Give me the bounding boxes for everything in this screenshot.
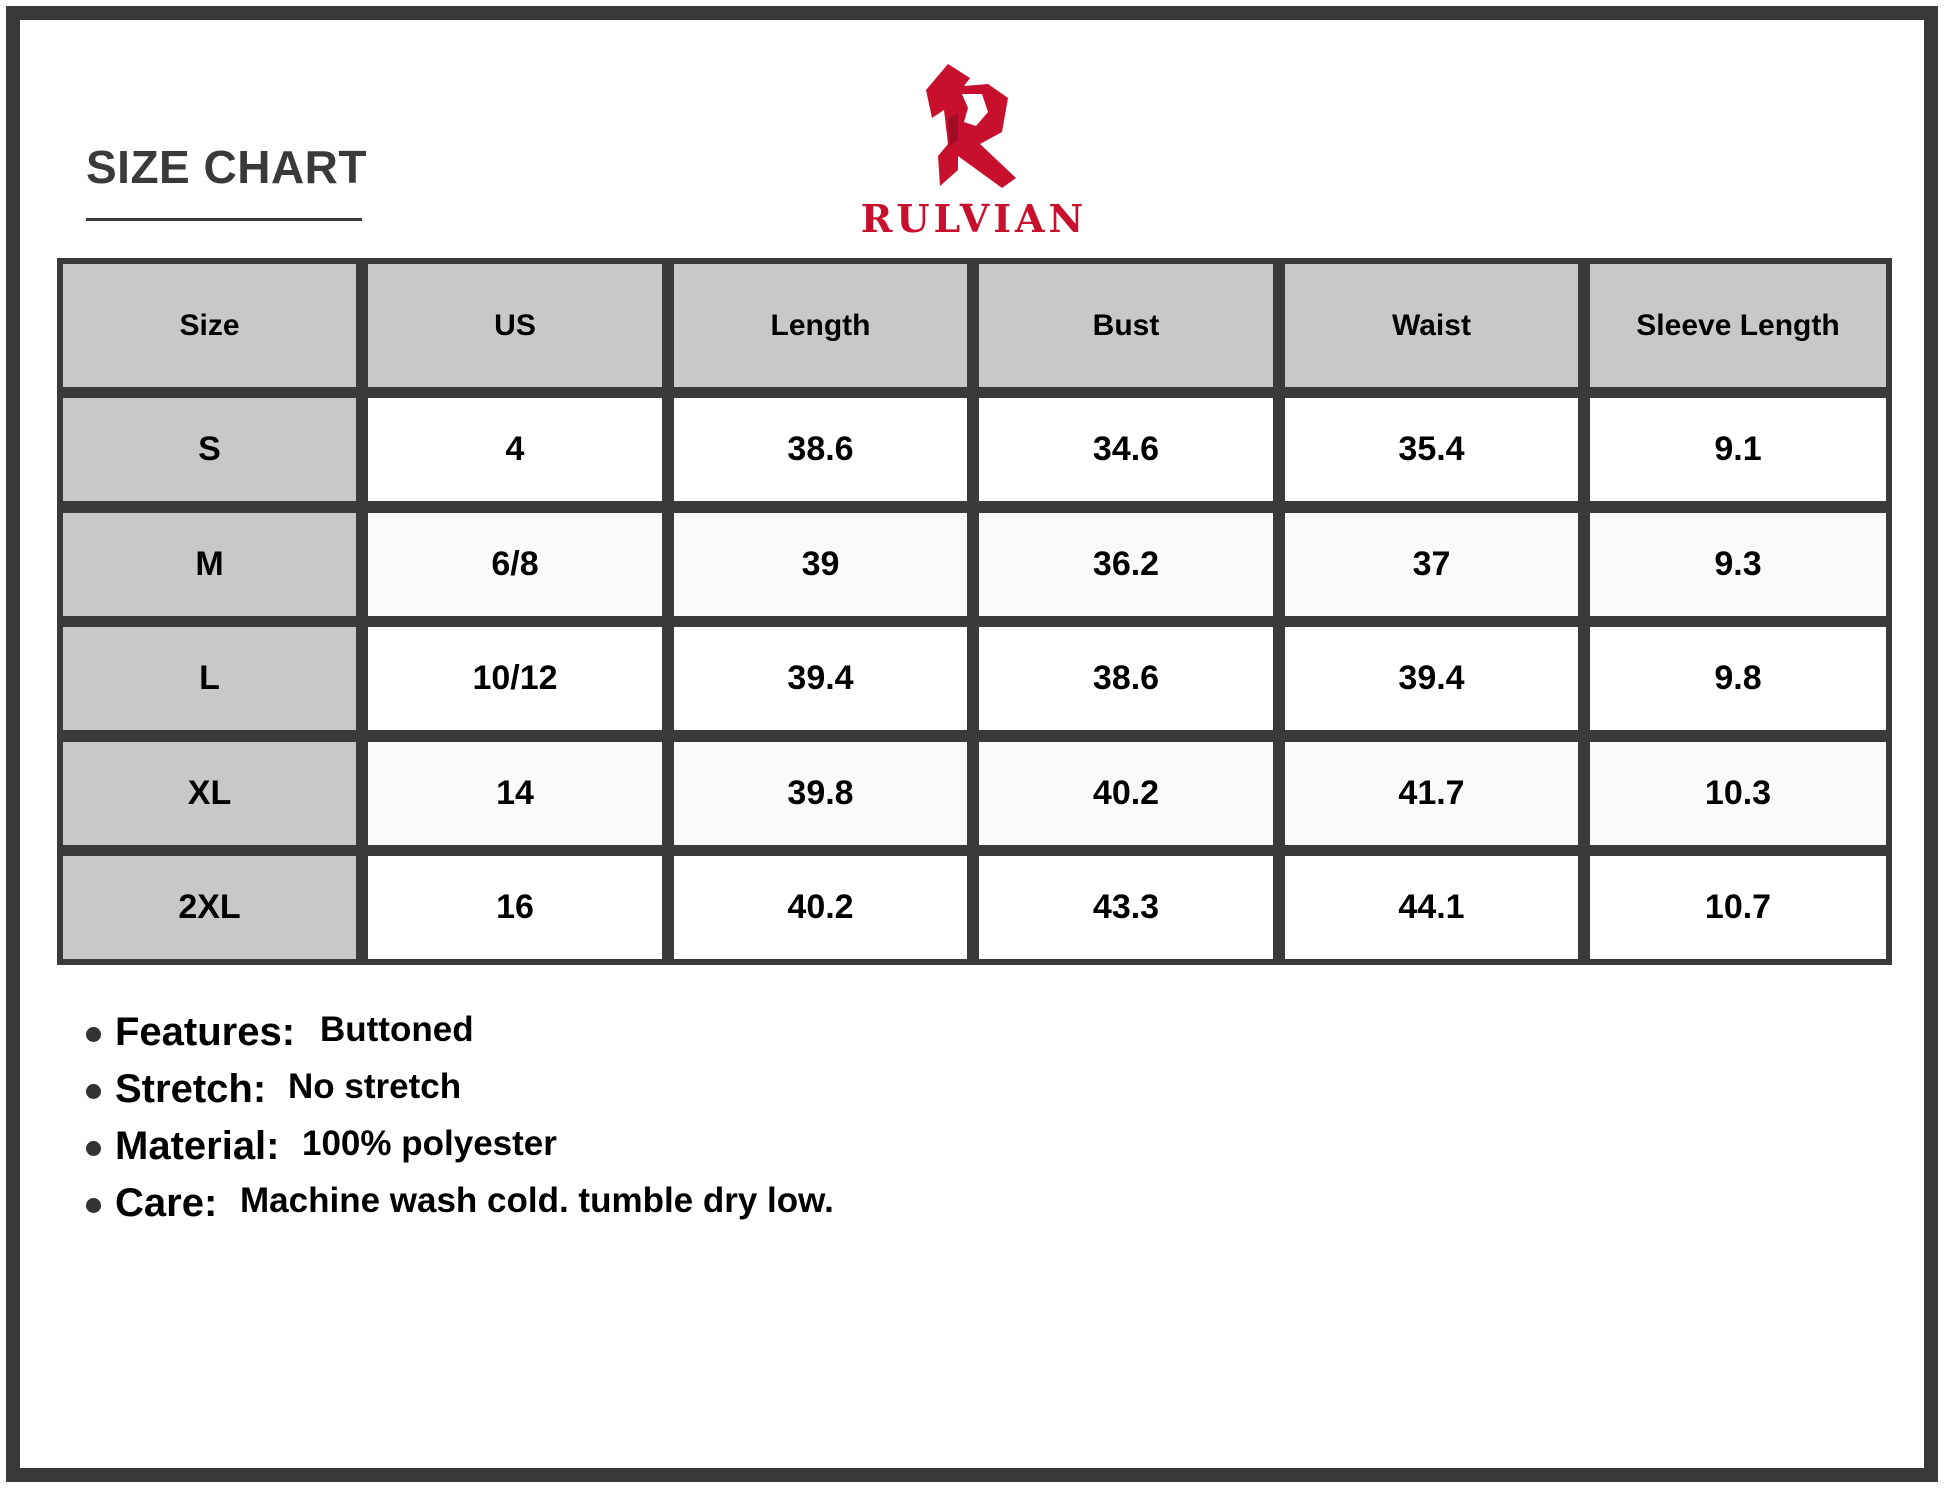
detail-value: 100% polyester [302,1124,557,1163]
measurement-cell-sleeve-length: 10.7 [1590,856,1886,959]
measurement-cell-sleeve-length: 9.8 [1590,627,1886,730]
header-us: US [368,264,662,387]
bullet-icon [86,1027,101,1042]
brand-name: RULVIAN [860,196,1088,241]
header-waist: Waist [1285,264,1578,387]
size-label-cell: S [63,398,356,501]
size-label-cell: XL [63,742,356,845]
detail-label: Stretch: [115,1067,267,1111]
header-bust: Bust [979,264,1273,387]
measurement-cell-sleeve-length: 9.1 [1590,398,1886,501]
header-length: Length [674,264,967,387]
detail-label: Features: [115,1010,296,1054]
measurement-cell-waist: 41.7 [1285,742,1578,845]
measurement-cell-bust: 38.6 [979,627,1273,730]
measurement-cell-waist: 39.4 [1285,627,1578,730]
rulvian-r-logo-icon [918,60,1034,190]
detail-label: Material: [115,1124,280,1168]
detail-value: No stretch [288,1067,462,1106]
measurement-cell-bust: 36.2 [979,513,1273,616]
brand-logo [858,60,1090,241]
bullet-icon [86,1198,101,1213]
detail-label: Care: [115,1181,218,1225]
measurement-cell-waist: 37 [1285,513,1578,616]
measurement-cell-sleeve-length: 9.3 [1590,513,1886,616]
measurement-cell-waist: 44.1 [1285,856,1578,959]
size-label-cell: 2XL [63,856,356,959]
measurement-cell-bust: 40.2 [979,742,1273,845]
measurement-cell-sleeve-length: 10.3 [1590,742,1886,845]
measurement-cell-length: 38.6 [674,398,967,501]
bullet-icon [86,1084,101,1099]
measurement-cell-length: 40.2 [674,856,967,959]
measurement-cell-length: 39.4 [674,627,967,730]
measurement-cell-us: 4 [368,398,662,501]
size-table [57,258,1892,965]
bullet-icon [86,1141,101,1156]
header-sleeve-length: Sleeve Length [1590,264,1886,387]
size-label-cell: M [63,513,356,616]
measurement-cell-us: 16 [368,856,662,959]
page-title: SIZE CHART [86,141,367,193]
title-underline [86,218,362,221]
measurement-cell-us: 14 [368,742,662,845]
measurement-cell-us: 10/12 [368,627,662,730]
measurement-cell-bust: 43.3 [979,856,1273,959]
measurement-cell-us: 6/8 [368,513,662,616]
measurement-cell-bust: 34.6 [979,398,1273,501]
size-label-cell: L [63,627,356,730]
detail-value: Buttoned [320,1010,474,1049]
detail-value: Machine wash cold. tumble dry low. [240,1181,834,1220]
measurement-cell-length: 39 [674,513,967,616]
measurement-cell-waist: 35.4 [1285,398,1578,501]
header-size: Size [63,264,356,387]
measurement-cell-length: 39.8 [674,742,967,845]
